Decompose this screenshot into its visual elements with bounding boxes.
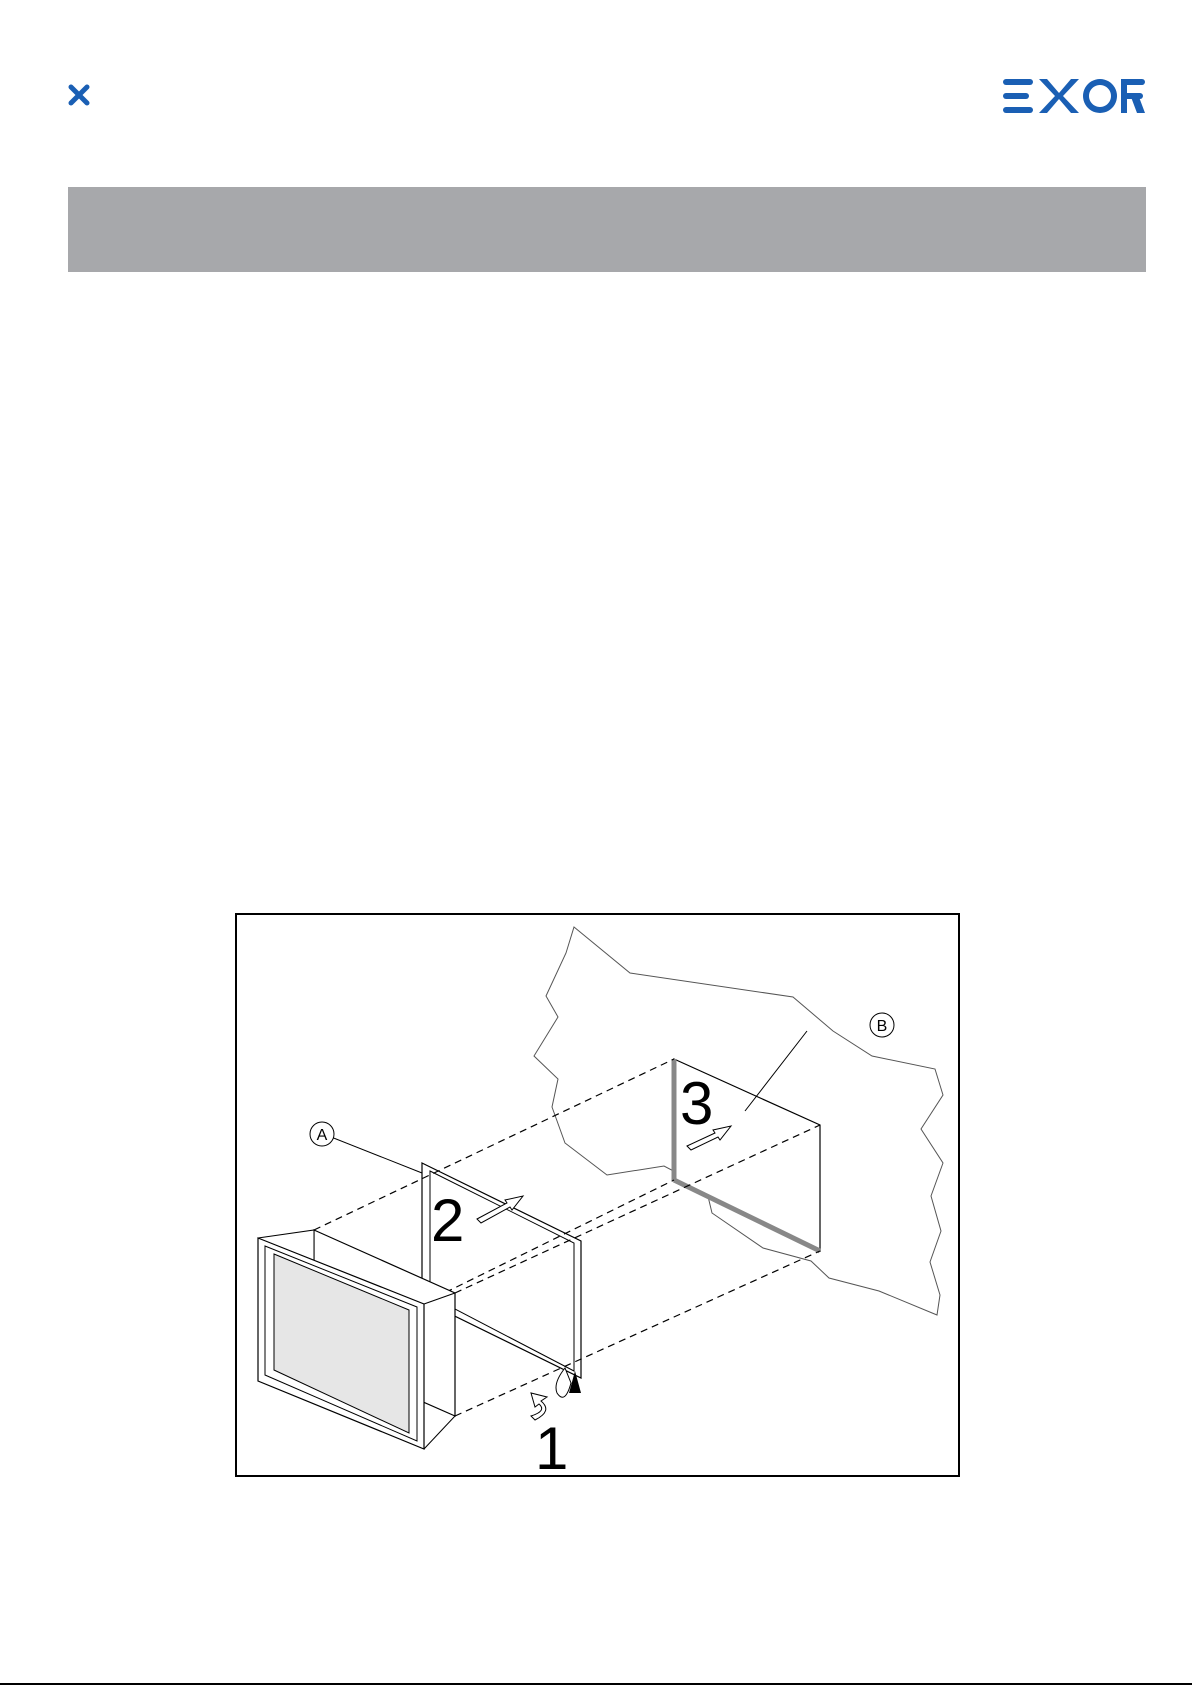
section-header-band: [68, 187, 1146, 272]
callout-b-label: B: [876, 1018, 888, 1035]
installation-figure: [235, 913, 960, 1477]
step-3-label: 3: [680, 1070, 714, 1137]
exor-logo: [1003, 79, 1145, 113]
step-1-label: 1: [535, 1415, 569, 1477]
x-mark-icon: [68, 84, 90, 106]
step-2-label: 2: [431, 1187, 465, 1254]
callout-a-label: A: [316, 1127, 328, 1144]
